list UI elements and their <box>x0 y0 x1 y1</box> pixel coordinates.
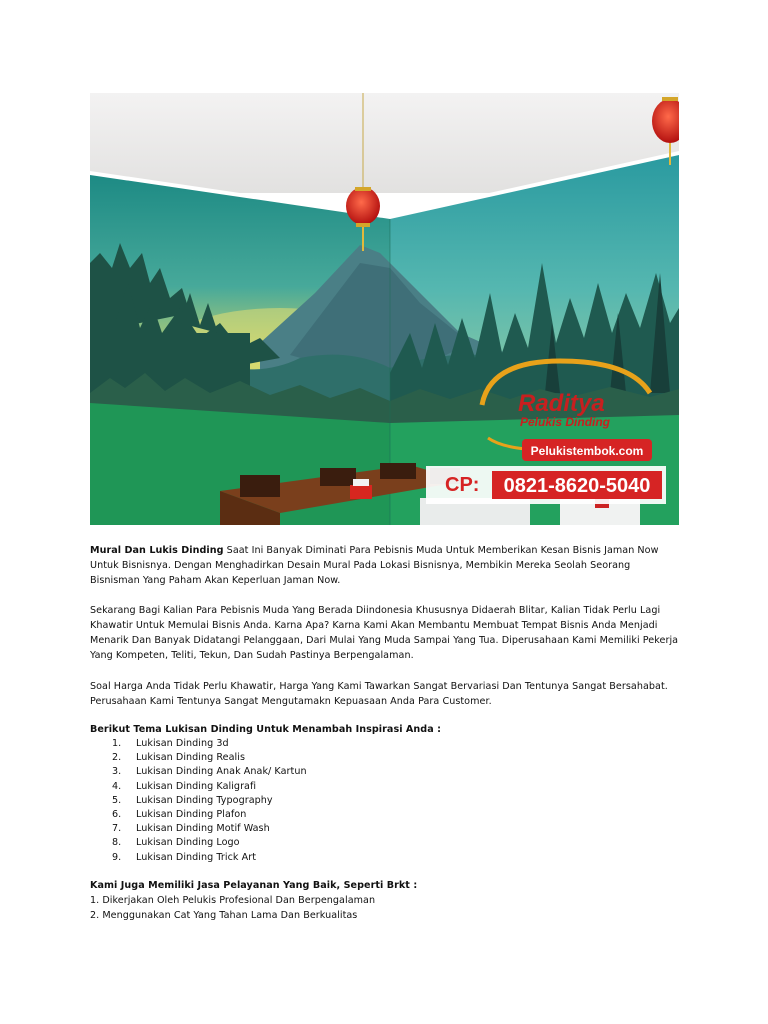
list-label: Lukisan Dinding Realis <box>136 752 246 764</box>
list-number: 7. <box>112 823 122 835</box>
list-item <box>90 808 680 822</box>
brand-tagline-text: Pelukis Dinding <box>520 415 611 429</box>
mural-scene <box>90 93 679 525</box>
paragraph-2 <box>90 603 680 663</box>
list-label: Lukisan Dinding Plafon <box>136 809 247 821</box>
themes-heading: Berikut Tema Lukisan Dinding Untuk Menambah Inspirasi Anda : <box>90 724 442 735</box>
services-section <box>90 878 680 923</box>
services-heading: Kami Juga Memiliki Jasa Pelayanan Yang Baik, Seperti Brkt : <box>90 880 418 891</box>
list-label: Lukisan Dinding 3d <box>136 738 229 749</box>
intro-paragraph <box>90 543 680 588</box>
list-number: 3. <box>112 766 122 778</box>
paragraph-2-text: Sekarang Bagi Kalian Para Pebisnis Muda Yang Berada Diindonesia Khususnya Didaerah Blitar, Kalian Tidak Perlu Lagi Khawatir Untuk Memulai Bisnis Anda. Karna Apa? Karna Kami Akan Membantu Membuat Tempat Bisnis Anda Menjadi Menarik Dan Banyak Didatangi Pelanggaan, Dari Mulai Yang Muda Sampai Yang Tua. Diperusahaan Kami Memiliki Pekerja Yang Kompeten, Teliti, Tekun, Dan Sudah Pastinya Berpengalaman. <box>90 605 679 661</box>
list-item <box>90 737 680 751</box>
list-label: Lukisan Dinding Motif Wash <box>136 823 270 835</box>
list-number: 1. <box>112 738 122 749</box>
list-item <box>90 794 680 808</box>
list-label: Lukisan Dinding Trick Art <box>136 851 257 863</box>
intro-text: Saat Ini Banyak Diminati Para Pebisnis Muda Untuk Memberikan Kesan Bisnis Jaman Now Untuk Bisnisnya. Dengan Menghadirkan Desain Mural Pada Lokasi Bisnisnya, Membikin Mereka Seolah Seorang Bisnisman Yang Paham Akan Keperluan Jaman Now. <box>90 545 659 586</box>
service-item: 1. Dikerjakan Oleh Pelukis Profesional Dan Berpengalaman <box>90 895 376 906</box>
list-number: 9. <box>112 851 122 863</box>
website-text: Pelukistembok.com <box>530 444 644 458</box>
list-item <box>90 851 680 865</box>
list-number: 4. <box>112 780 122 792</box>
paragraph-3-text: Soal Harga Anda Tidak Perlu Khawatir, Harga Yang Kami Tawarkan Sangat Bervariasi Dan Tentunya Sangat Bersahabat. Perusahaan Kami Tentunya Sangat Mengutamakn Kepuasaan Anda Para Customer. <box>90 681 668 707</box>
list-item <box>90 822 680 836</box>
contact-bar <box>426 466 666 504</box>
paragraph-3 <box>90 679 680 709</box>
brand-name-text: Raditya <box>518 390 605 417</box>
list-number: 6. <box>112 809 122 821</box>
list-number: 5. <box>112 794 122 806</box>
phone-number: 0821-8620-5040 <box>503 475 651 497</box>
list-label: Lukisan Dinding Typography <box>136 794 273 806</box>
service-item: 2. Menggunakan Cat Yang Tahan Lama Dan Berkualitas <box>90 910 358 921</box>
list-item <box>90 765 680 779</box>
list-item <box>90 751 680 765</box>
list-label: Lukisan Dinding Logo <box>136 837 240 849</box>
list-number: 2. <box>112 752 122 764</box>
list-label: Lukisan Dinding Kaligrafi <box>136 780 257 792</box>
list-number: 8. <box>112 837 122 849</box>
cp-label: CP: <box>445 474 480 496</box>
list-label: Lukisan Dinding Anak Anak/ Kartun <box>136 766 307 778</box>
website-badge <box>522 439 652 461</box>
list-item <box>90 780 680 794</box>
mural-photo <box>90 93 679 525</box>
list-item <box>90 836 680 850</box>
themes-section <box>90 722 680 865</box>
intro-lead: Mural Dan Lukis Dinding <box>90 545 224 556</box>
themes-list <box>90 737 680 865</box>
